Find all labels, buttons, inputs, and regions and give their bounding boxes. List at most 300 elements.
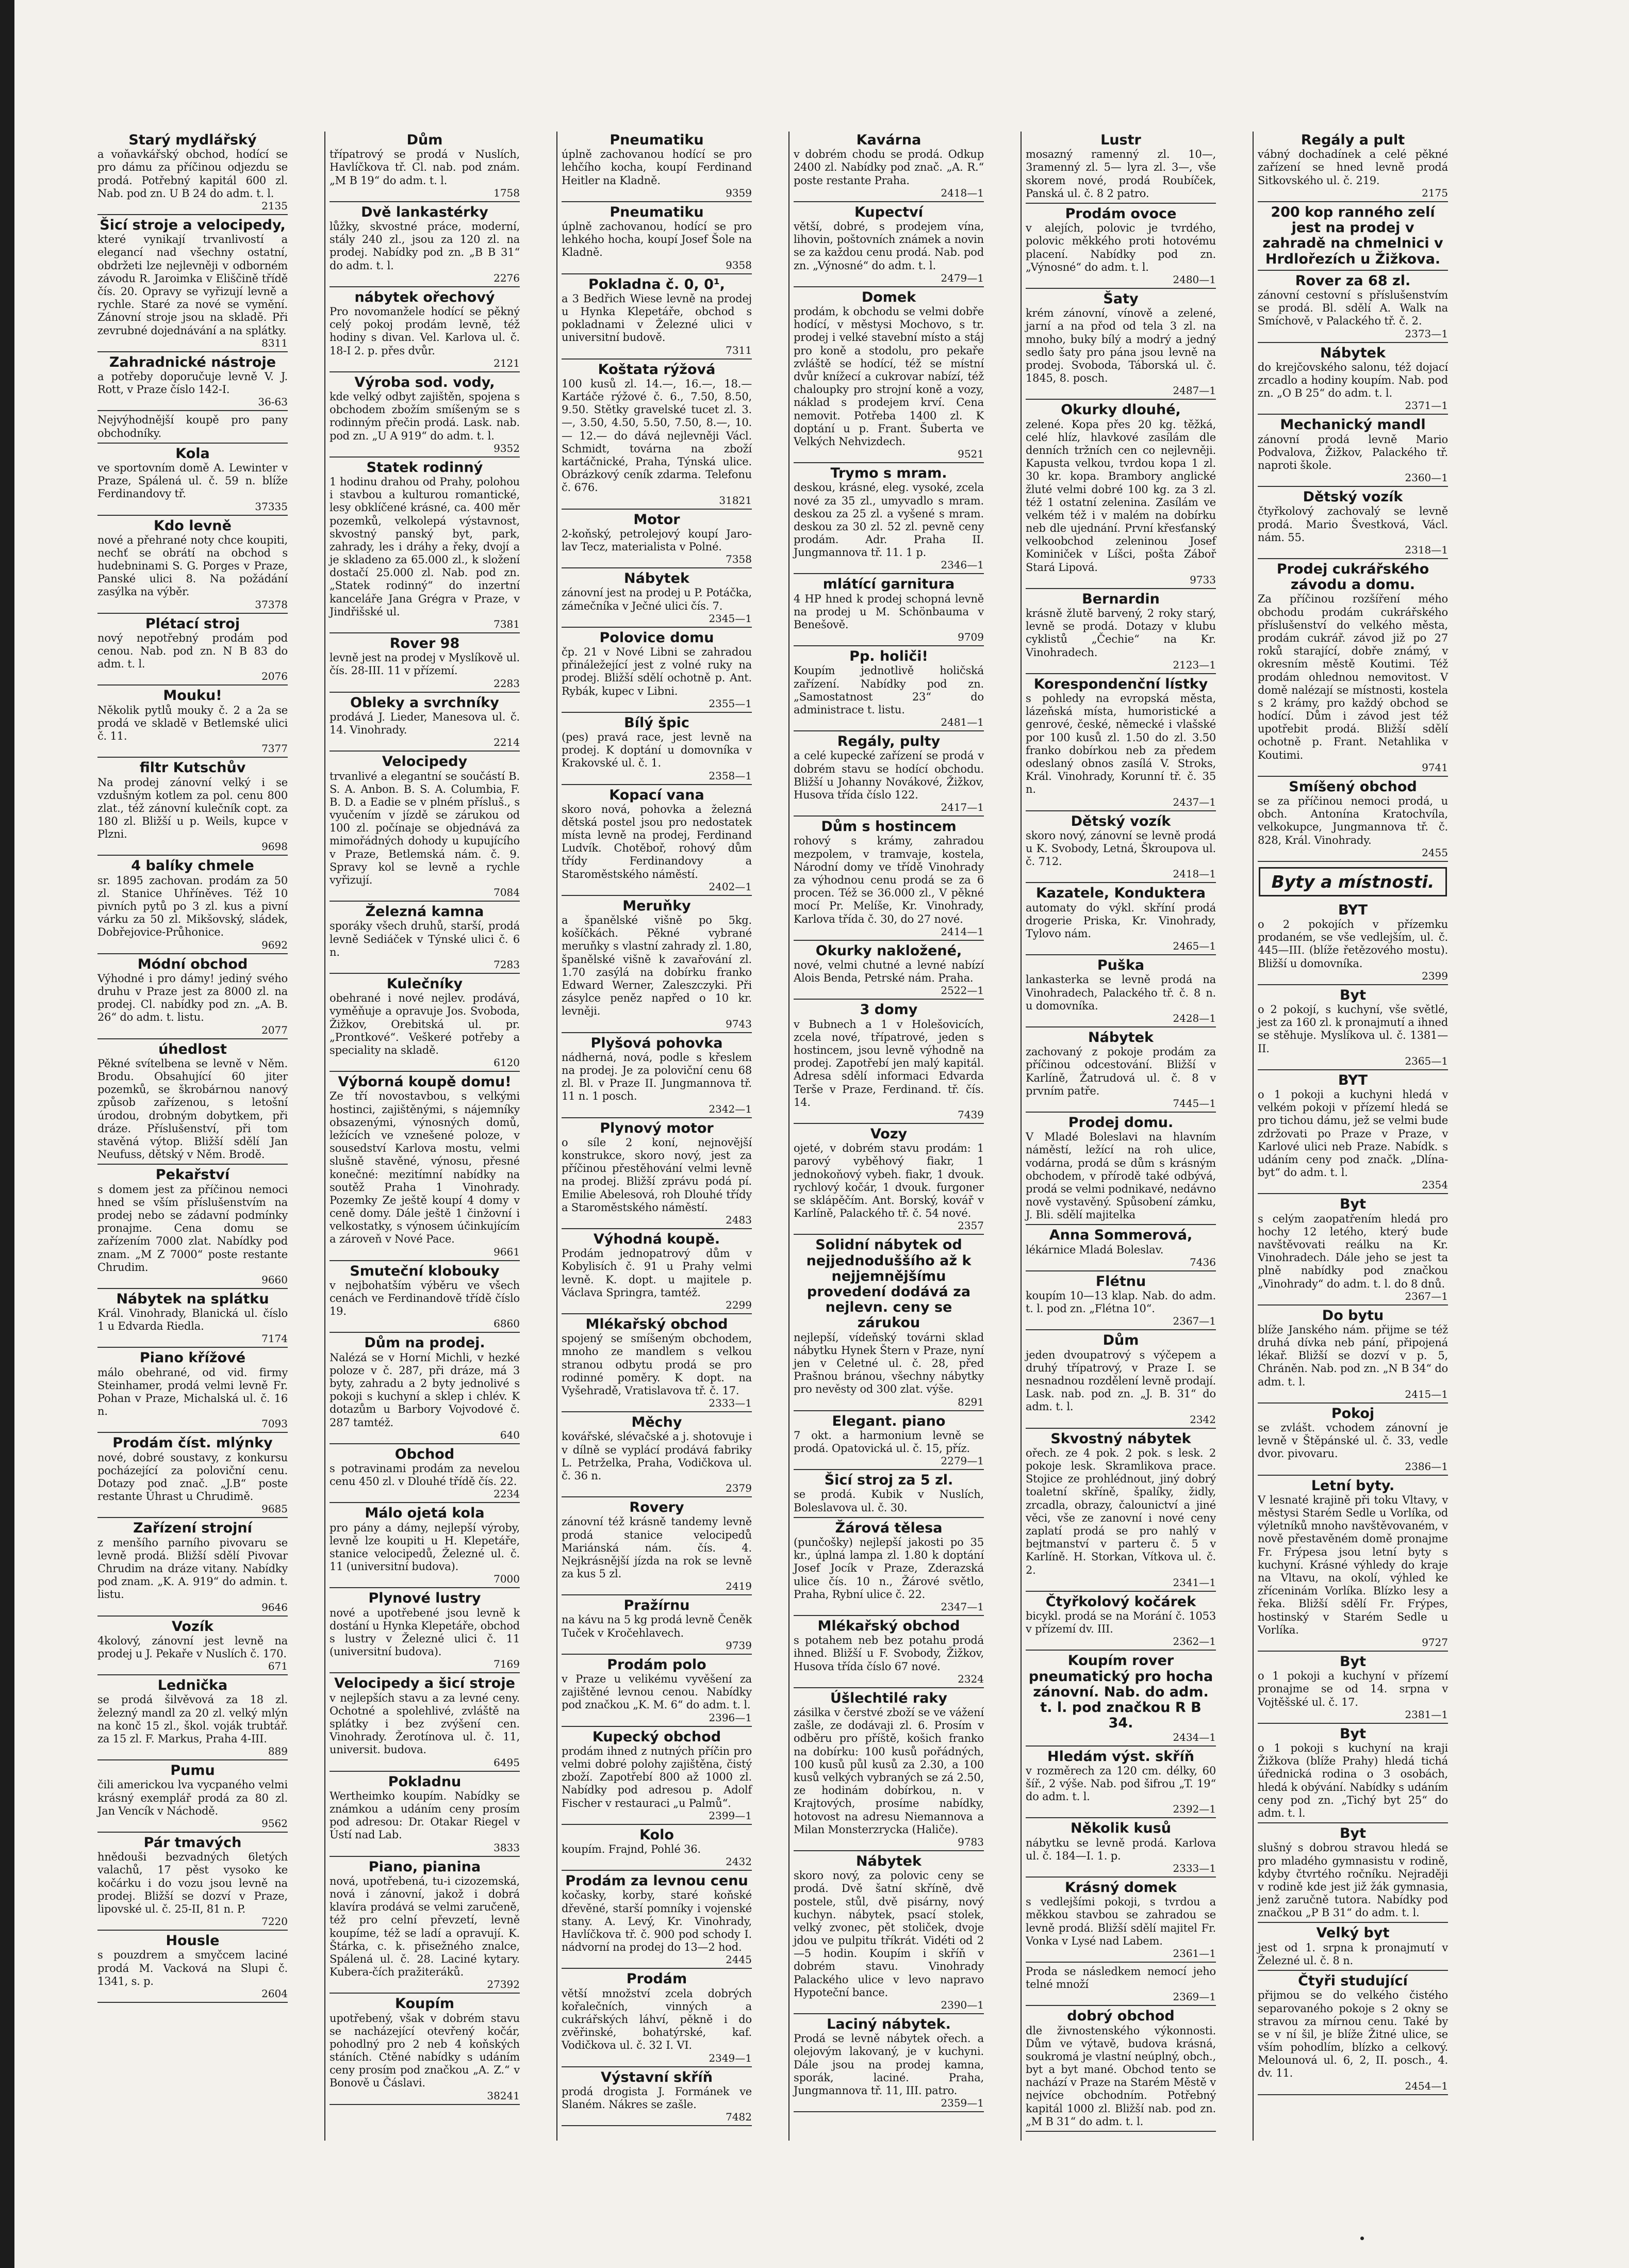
ad-code: 2318—1 (1405, 543, 1448, 556)
ad-code: 2417—1 (941, 801, 984, 814)
ad-code: 9660 (261, 1273, 288, 1286)
ad-heading: Byt (1339, 1196, 1367, 1213)
ad-text: které vynikají trvanlivostí a elegancí nad všechny ostatní, obdržeti lze nejlevněji v odborném závodu R. Jaroimka v Eliščině třídě čís. 20. Opravy se vyřizují levně a rychle. Staré za nové se vymění. Zánovní stroje jsou na skladě. Při zevrubné dojednávání a na splátky. (97, 233, 288, 337)
ad-text: skoro nový, zánovní se levně prodá u K. Svobody, Letná, Škroupova ul. č. 712. (1026, 829, 1216, 868)
ad-text: Pěkné svítelbena se levně v Něm. Brodu. Obsahující 60 jiter pozemků, se škrobárnou nanový způsob zařízenou, s letošní úrodou, drobným dobytkem, při dráze. Příslušenství, při tom stavěná výtop. Bližší sdělí Jan Neufuss, dětský v Něm. Brodě. (97, 1057, 288, 1161)
column-1 (95, 132, 290, 2141)
classified-ad (330, 1073, 520, 1261)
ad-text: trvanlivé a elegantní se součástí B. S. A. Anbon. B. S. A. Columbia, F. B. D. a Eadie se v plném přísluš., s vyučením v jízdě se zárukou od 100 zl. počínaje se objednává za mimořádných dohody u kupujícího v Praze, Betlemská nám. č. 9. Spravy kol se levně a rychle vyřizují. (330, 770, 520, 886)
ad-code: 2445 (726, 1953, 752, 1966)
ad-text: úplně zachovanou, hodící se pro lehkého hocha, koupí Josef Šole na Kladně. (562, 220, 752, 259)
ad-text: s pouzdrem a smyčcem laciné prodá M. Vacková na Slupi č. 1341, s. p. (97, 1949, 288, 1987)
ad-heading: Mouku! (163, 688, 222, 704)
ad-heading: Puška (1097, 957, 1145, 974)
classified-ad (562, 1316, 752, 1412)
ad-code: 9783 (958, 1835, 984, 1848)
ad-code: 2373—1 (1405, 327, 1448, 340)
ad-text: lankasterka se levně prodá na Vinohradech, Palackého tř. č. 8 n. u domovníka. (1026, 973, 1216, 1012)
classified-ad (1258, 778, 1448, 862)
classified-ad (97, 1762, 288, 1833)
ad-text: skoro nový, za polovic ceny se prodá. Dvě šatní skříně, dvě postele, stůl, dvě pisárny, nový kuchyn. nábytek, psací stolek, velký zvonec, pět stoliček, dvoje jdou ve pulpitu tříkrát. Vidéti od 2—5 hodin. Koupím i skříň v dobrém stavu. Vinohrady Palackého ulice v levo napravo Hypoteční bance. (794, 1869, 984, 1999)
ad-code: 2399—1 (709, 1809, 752, 1822)
ad-code: 2483 (726, 1213, 752, 1226)
classified-ad (794, 1618, 984, 1688)
ad-code: 2367—1 (1173, 1315, 1216, 1328)
ad-heading: Výborná koupě domu! (338, 1074, 512, 1090)
ad-heading: dobrý obchod (1067, 2008, 1175, 2025)
ad-heading: Kdo levně (154, 517, 232, 534)
ad-text: v alejích, polovic je tvrdého, polovic měkkého proti hotovému placení. Nabídky pod zn. „Výnosné“ do adm. t. l. (1026, 222, 1216, 273)
classified-ad (1026, 957, 1216, 1027)
ad-text: nové, dobré soustavy, z konkursu pocházející za poloviční cenu. Dotazy pod znač. „J.B“ poste restante Úhrast u Chrudimě. (97, 1451, 288, 1503)
ad-code: 7084 (493, 886, 520, 899)
ad-heading: Šaty (1103, 290, 1139, 307)
ad-code: 2342 (1190, 1413, 1216, 1426)
classified-ad (1258, 132, 1448, 202)
ad-text: čili americkou lva vycpaného velmi krásný exemplář prodá za 80 zl. Jan Vencík v Náchodě. (97, 1778, 288, 1817)
classified-ad (1026, 1332, 1216, 1428)
ad-heading: Elegant. piano (832, 1413, 946, 1429)
ad-text: slušný s dobrou stravou hledá se pro mladého gymnasistu v rodině, kdyby čtvrtého ročníku. Nejraději v rodině kde jest již žák gymnasia, jenž zaručně tutora. Nabídky pod značkou „P B 31“ do adm. t. l. (1258, 1841, 1448, 1919)
ad-heading: Prodám ovoce (1065, 205, 1177, 222)
classified-ad (330, 1675, 520, 1771)
ad-code: 2392—1 (1173, 1803, 1216, 1816)
ad-heading: Byt (1339, 1653, 1367, 1670)
ad-text: 4 HP hned k prodej schopná levně na prodej u M. Schönbauma v Benešově. (794, 592, 984, 631)
ad-text: málo obehrané, od vid. firmy Steinhamer, prodá velmi levně Fr. Pohan v Praze, Michalská ul. č. 16 n. (97, 1366, 288, 1418)
section-header-byty: Byty a místnosti. (1259, 867, 1447, 896)
ad-heading: Mlékařský obchod (817, 1618, 960, 1634)
classified-ad (794, 1125, 984, 1235)
classified-ad (330, 975, 520, 1072)
ad-heading: Solidní nábytek od nejjednoduššího až k nejjemnějšímu provedení dodává za nejlevn. ceny se zárukou (806, 1237, 972, 1331)
classified-ad (794, 818, 984, 941)
ad-code: 7436 (1190, 1255, 1216, 1268)
ad-code: 6860 (493, 1317, 520, 1330)
ad-code: 2361—1 (1173, 1947, 1216, 1960)
classified-ad (1026, 205, 1216, 289)
classified-ad (330, 1263, 520, 1333)
classified-ad (1026, 1273, 1216, 1331)
ad-text: o 2 pokojí, s kuchyní, vše světlé, jest za 160 zl. k pronajmutí a ihned se stěhuje. Myslíkova ul. č. 1381—II. (1258, 1003, 1448, 1055)
ad-code: 2386—1 (1405, 1460, 1448, 1473)
ad-code: 37378 (255, 598, 288, 611)
ad-text: a 3 Bedřich Wiese levně na prodej u Hynka Klepetáře, obchod s pokladnami v Železné ulici v universitní budově. (562, 292, 752, 344)
ad-code: 9739 (726, 1639, 752, 1652)
ad-text: spojený se smíšeným obchodem, mnoho ze mandlem s velkou stranou odbytu prodá se pro rodinné poměry. K dopt. na Vyšehradě, Vratislavova tř. č. 17. (562, 1332, 752, 1397)
ad-text: v nejbohatším výběru ve všech cenách ve Ferdinandově třídě číslo 19. (330, 1279, 520, 1318)
ad-code: 2365—1 (1405, 1054, 1448, 1067)
ad-text: (punčošky) nejlepší jakosti po 35 kr., úplná lampa zl. 1.80 k doptání Josef Jocík v Praze, Zderazská ulice čís. 10 n., Žárové světlo, Praha, Rybní ulice č. 22. (794, 1536, 984, 1601)
ad-text: se prodá šilvěvová za 18 zl. železný mandl za 20 zl. velký mlýn na konč 15 zl., škol. voják trubtář. za 15 zl. F. Markus, Praha 4-III. (97, 1693, 288, 1745)
ad-heading: Obleky a svrchníky (350, 694, 499, 711)
ad-code: 2333—1 (709, 1397, 752, 1410)
ad-heading: Lustr (1100, 132, 1141, 148)
classified-ad (1258, 1924, 1448, 1971)
ad-text: ořech. ze 4 pok. 2 pok. s lesk. 2 pokoje lesk. Skramlikova prace. Stojice ze prohlédnout, jiný dobrý toaletní skříně, špalíky, židly, zrcadla, obrazy, čalounictví a jiné věci, vše ze zanovní i nové ceny zaplatí prodá se pro nahlý v bejtmanství v parteru č. 5 v Karlíně. H. Storkan, Vítkova ul. č. 2. (1026, 1446, 1216, 1576)
classified-ad (330, 374, 520, 458)
ad-code: 640 (500, 1428, 520, 1441)
ad-heading: Vozy (870, 1125, 908, 1142)
ad-text: kočasky, korby, staré koňské dřevěné, starší pomníky i vojenské stany. A. Levý, Kr. Vinohrady, Havlíčkova tř. č. 900 pod schody I. nádvorní na prodej do 13—2 hod. (562, 1889, 752, 1954)
column-2 (327, 132, 522, 2141)
classified-ad (794, 648, 984, 731)
ad-text: nejlepší, vídeňský továrni sklad nábytku Hynek Štern v Praze, nyní jen v Celetné ul. č. 28, před Prašnou bránou, všechny nábytky pro nevěsty od 300 zlat. výše. (794, 1331, 984, 1396)
classified-ad (1258, 1072, 1448, 1195)
ad-heading: Prodám (626, 1971, 687, 1987)
ad-code: 2349—1 (709, 2051, 752, 2064)
classified-ad (794, 576, 984, 646)
ad-text: dle živnostenského výkonnosti. Dům ve výtavě, budova krásná, soukromá je vlastní neúplný, obch., byt a byt mané. Obchod tento se nachází v Praze na Starém Městě v nejvíce obchodním. Potřebný kapitál 1000 zl. Bližší nab. pod zn. „M B 31“ do adm. t. l. (1026, 2024, 1216, 2128)
ad-heading: Kulečníky (386, 975, 463, 992)
classified-ad (1258, 1825, 1448, 1923)
ad-heading: Pumu (170, 1763, 215, 1779)
ad-text: zelené. Kopa přes 20 kg. těžká, celé hlíz, hlavkové zasílám dle denních tržních cen co nejlevněji. Kapusta velkou, tvrdou kopa 1 zl. 30 kr. kopa. Brambory anglické žluté velmi dobré 100 kg. za 3 zl. též 1 ostatní zelenina. Zasílám ve velkém též i v malém na dobírku neb dle ujednání. První křesťanský velkoobchod zeleninou Josef Kominiček v Líšci, pošta Záboř Stará Lipová. (1026, 418, 1216, 574)
ad-text: Prodám jednopatrový dům v Kobylisích č. 91 u Prahy velmi levně. K. dopt. u majitele p. Václava Springra, tamtéž. (562, 1247, 752, 1299)
ad-heading: Regály a pult (1301, 132, 1405, 148)
ad-text: zásilka v čerstvé zboží se ve vážení zašle, ze dodávaji zl. 6. Prosím v odběru pro příště, košich franko na dobírku: 100 kusů pořádných, 100 kusů půl kusů za 2.30, a 100 kusů velkých vybraných se zá 2.50, ze hodinám dobírkou, n. v Krajtových, prosíme nabídky, hotovost na adresu Niemannova a Milan Monsterzrycka (Haliče). (794, 1706, 984, 1836)
ad-code: 2299 (726, 1298, 752, 1311)
ad-text: sporáky všech druhů, starší, prodá levně Sediáček v Týnské ulici č. 6 n. (330, 920, 520, 958)
ad-text: V Mladé Boleslavi na hlavním náměstí, ležící na roh ulice, vodárna, prodá se dům s krásným obchodem, v přírodě také odbývá, prodá se velmi podnikavé, nedávno nově vystavěný. Spůsobení zámku, J. Bli. sdělí majitelka (1026, 1131, 1216, 1221)
classified-ad (330, 204, 520, 287)
classified-ad (562, 629, 752, 713)
ad-heading: Šicí stroj za 5 zl. (824, 1472, 953, 1489)
ad-text: nádherná, nová, podle s křeslem na prodej. Je za poloviční cenu 68 zl. Bl. v Praze II. Jungmannova tř. 11 n. 1 posch. (562, 1051, 752, 1103)
classified-ad (1258, 416, 1448, 487)
ad-text: se za příčinou nemoci prodá, u obch. Antonína Kratochvíla, velkokupce, Jungmannova tř. č. 828, Král. Vinohrady. (1258, 795, 1448, 846)
classified-ad (330, 1995, 520, 2104)
classified-ad (562, 1656, 752, 1727)
ad-heading: Nábytek na splátku (116, 1291, 269, 1307)
ad-heading: Plynový motor (600, 1120, 714, 1136)
column-rule (1021, 132, 1022, 2141)
ad-code: 2341—1 (1173, 1576, 1216, 1589)
ad-code: 2077 (261, 1023, 288, 1036)
ad-text: prodá drogista J. Formánek ve Slaném. Nákres se zašle. (562, 2085, 752, 2111)
ad-heading: Byt (1339, 1825, 1367, 1842)
classified-ad (562, 1597, 752, 1655)
ad-heading: Hledám výst. skříň (1047, 1748, 1194, 1765)
classified-ad (330, 1858, 520, 1994)
ad-code: 9358 (726, 258, 752, 271)
ad-code: 2076 (261, 670, 288, 683)
classified-ad (97, 217, 288, 352)
classified-ad (330, 753, 520, 902)
classified-ad (1026, 290, 1216, 400)
ad-text: levně jest na prodej v Myslíkově ul. čís. 28-III. 11 v přízemí. (330, 651, 520, 677)
classified-ad (794, 1413, 984, 1471)
ad-text: jest od 1. srpna k pronajmutí v Železné ul. č. 8 n. (1258, 1941, 1448, 1967)
ad-text: ve sportovním domě A. Lewinter v Praze, Spálená ul. č. 59 n. blíže Ferdinandovy tř. (97, 461, 288, 500)
ad-code: 2369—1 (1173, 1990, 1216, 2003)
ad-text: o 1 pokoji a kuchyní v přízemí pronajme se od 14. srpna v Vojtěšské ul. č. 17. (1258, 1670, 1448, 1708)
ad-text: s potravinami prodám za nevelou cenu 450 zl. v Dlouhé třídě čís. 22. (330, 1462, 520, 1488)
ad-heading: Pokoj (1331, 1405, 1375, 1422)
ad-heading: nábytek ořechový (354, 289, 495, 305)
ad-code: 2419 (726, 1580, 752, 1593)
classified-ad (97, 1166, 288, 1289)
ink-dot (1360, 2237, 1364, 2240)
ad-code: 889 (268, 1745, 288, 1758)
ad-code: 2604 (261, 1987, 288, 2000)
ad-text: s domem jest za příčinou nemoci hned se vším příslušenstvím na prodej nebo se zádavní podmínky pronajme. Cena domu se zařízením 7000 zlat. Nabídky pod znam. „M Z 7000“ poste restante Chrudim. (97, 1183, 288, 1274)
ad-code: 2358—1 (709, 769, 752, 782)
ad-heading: filtr Kutschův (139, 760, 246, 776)
ad-heading: Smíšený obchod (1289, 778, 1417, 795)
ad-text: Prodá se levně nábytek ořech. a olejovým lakovaný, je v kuchyni. Dále jsou na prodej kamna, sporák, laciné. Praha, Jungmannova tř. 11, III. patro. (794, 2032, 984, 2097)
classified-ad (330, 694, 520, 752)
ad-text: o síle 2 koní, nejnovější konstrukce, skoro nový, jest za příčinou přestěhování velmi levně na prodej. Bližší zprávu podá pí. Emilie Abelesová, roh Dlouhé třídy a Staroměstského náměstí. (562, 1136, 752, 1214)
ad-heading: 200 kop ranného zelí jest na prodej v zahradě na chmelnici v Hrdlořezích u Žižkova. (1262, 204, 1443, 267)
ad-text: o 1 pokoji s kuchyní na kraji Žižkova (blíže Prahy) hledá tichá úřednická rodina o 3 osobách, hledá k obývání. Nabídky s udáním ceny pod zn. „Tichý byt 25“ do adm. t. l. (1258, 1741, 1448, 1819)
ad-code: 7358 (726, 553, 752, 566)
ad-code: 2454—1 (1405, 2079, 1448, 2092)
ad-code: 7093 (261, 1417, 288, 1430)
ad-code: 36-63 (258, 396, 288, 409)
ad-text: V lesnaté krajině při toku Vltavy, v městysi Starém Sedle u Vorlíka, od výletníků mnoho navštěvovaném, v nově přestavěném domě pronajme Fr. Frýpesa jsou letní byty s kuchyní. Krásné výhledy do kraje na Vltavu, na okolí, výhled ke zříceninám Vorlíka. Blízko lesy a řeka. Bližší sdělí Fr. Frýpes, hostinský v Starém Sedle u Vorlíka. (1258, 1493, 1448, 1636)
ad-text: Koupím jednotlivě holičská zařízení. Nabídky pod zn. „Samostatnost 23“ do administrace t. listu. (794, 664, 984, 716)
ad-text: o 2 pokojích v přízemku prodaném, se vše vedlejším, ul. č. 445—III. (blíže řetězového mostu). Bližší u domovníka. (1258, 918, 1448, 970)
ad-text: s pohledy na evropská města, lázeňská místa, humoristické a genrové, české, německé i vlašské por 100 kusů zl. 1.50 do zl. 3.50 franko dobírkou neb za předem odeslaný obnos zasílá V. Stroks, Král. Vinohrady, Korunní tř. č. 35 n. (1026, 692, 1216, 796)
classified-ad (97, 517, 288, 614)
ad-heading: Trymo s mram. (830, 465, 947, 482)
ad-code: 2465—1 (1173, 940, 1216, 953)
ad-heading: Čtyři studující (1298, 1973, 1408, 1989)
ad-text: krásně žlutě barvený, 2 roky starý, levně se prodá. Dotazy v klubu cyklistů „Čechie“ na Kr. Vinohradech. (1026, 607, 1216, 659)
ad-heading: BYT (1338, 1072, 1368, 1088)
ad-code: 2437—1 (1173, 795, 1216, 808)
ad-text: úplně zachovanou hodící se pro lehčího kocha, koupí Ferdinand Heitler na Kladně. (562, 148, 752, 187)
ad-text: třípatrový se prodá v Nuslích, Havlíčkova tř. Cl. nab. pod znám. „M B 19“ do adm. t. l. (330, 148, 520, 187)
ad-heading: Nábytek (624, 570, 689, 587)
classified-ad (97, 857, 288, 954)
ad-code: 2390—1 (941, 1999, 984, 2012)
ad-heading: Korespondenční lístky (1033, 676, 1208, 692)
classified-ad (330, 1590, 520, 1673)
ad-text: a voňavkářský obchod, hodící se pro dámu za příčinou odjezdu se prodá. Potřebný kapitál 600 zl. Nab. pod zn. U B 24 do adm. t. l. (97, 148, 288, 200)
ad-text: koupím 10—13 klap. Nab. do adm. t. l. pod zn. „Flétna 10“. (1026, 1290, 1216, 1315)
ad-text: přijmou se do velkého čistého separovaného pokoje s 2 okny se stravou za mírnou cenu. Také by se v ní šil, je blíže Žitné ulice, se vším pohodlím, blízko a celkový. Melounová ul. 6, 2, II. posch., 4. dv. 11. (1258, 1989, 1448, 2080)
ad-code: 2214 (493, 736, 520, 749)
ad-text: se zvlášt. vchodem zánovní je levně v Štěpánské ul. č. 33, vedle dvor. pivovaru. (1258, 1422, 1448, 1460)
ad-text: hnědouši bezvadných 6letých valachů, 17 pěst vysoko ke kočárku i do vozu jsou levně na prodej. Bližší se dozví v Praze, lipovské ul. č. 25-II, 81 n. P. (97, 1851, 288, 1915)
ad-text: Nejvýhodnější koupě pro pany obchodníky. (97, 414, 288, 439)
ad-text: upotřebený, však v dobrém stavu se nacházející otevřený kočár, pohodlný pro 2 neb 4 koňských stáních. Ctěné nabídky s udáním ceny prosím pod značkou „A. Z.“ v Bonově u Čáslavi. (330, 2012, 520, 2090)
classified-ad (1026, 591, 1216, 674)
classified-ad (794, 2016, 984, 2112)
classified-ad (1026, 1114, 1216, 1226)
ad-code: 37335 (255, 500, 288, 513)
ad-heading: Piano, pianina (368, 1858, 481, 1875)
ad-heading: Kazatele, Konduktera (1036, 885, 1206, 902)
ad-heading: Koupím (395, 1996, 454, 2012)
ad-text: Ze tří novostavbou, s velkými hostinci, zajištěnými, s nájemníky obsazenými, výnosných domů, ležících ve vznešené poloze, v sousedství Karlova mostu, velmi slušně stavěné, výnosu, přesné konečné: mezitímní nabídky na soutěž Praha 1 Vinohrady. Pozemky Ze ještě koupí 4 domy v ceně domy. Dále ještě 1 činžovní i velkostatky, s výnosem účinkujícím a zároveň v Nové Pace. (330, 1090, 520, 1246)
classified-ad (794, 204, 984, 287)
ad-code: 9359 (726, 186, 752, 199)
ad-text: z menšího parního pivovaru se levně prodá. Bližší sdělí Pivovar Chrudim na dráze vitany. Nabídky pod znam. „K. A. 919“ do admin. t. listu. (97, 1536, 288, 1601)
ad-code: 7311 (726, 344, 752, 356)
classified-ad (794, 1472, 984, 1518)
ad-text: nové a přehrané noty chce koupiti, nechť se obrátí na obchod s hudebninami S. G. Porges v Praze, Panské ulici 8. Na požádání zasýlka na výběr. (97, 533, 288, 598)
classified-ad (97, 413, 288, 443)
ad-heading: Okurky nakložené, (815, 942, 962, 959)
ad-code: 2347—1 (941, 1601, 984, 1613)
ad-heading: Úšlechtilé raky (830, 1690, 947, 1706)
ad-text: s potahem neb bez potahu prodá ihned. Bližší u F. Svobody, Žižkov, Husova třída číslo 67 nové. (794, 1634, 984, 1673)
classified-ad (97, 1520, 288, 1616)
ad-code: 2414—1 (941, 925, 984, 938)
ad-heading: Dětský vozík (1303, 489, 1403, 505)
ad-text: zánovní cestovní s příslušenstvím se prodá. Bl. sdělí A. Walk na Smíchově, v Palackého tř. č. 2. (1258, 288, 1448, 328)
ad-text: větší, dobré, s prodejem vína, lihovin, poštovních známek a novin se za každou cenu prodá. Nab. pod zn. „Výnosné“ do adm. t. l. (794, 220, 984, 272)
classified-ad (1026, 1964, 1216, 2006)
ad-heading: BYT (1338, 902, 1368, 918)
ad-heading: Nábytek (1088, 1029, 1154, 1046)
ad-heading: Meruňky (622, 898, 691, 914)
ad-heading: Obchod (394, 1446, 455, 1462)
ad-heading: Kupecký obchod (592, 1728, 721, 1745)
classified-ad (794, 733, 984, 817)
ad-code: 9743 (726, 1017, 752, 1030)
classified-ad (330, 132, 520, 202)
ad-code: 2367—1 (1405, 1290, 1448, 1302)
classified-ad (97, 132, 288, 215)
classified-ad (330, 459, 520, 633)
ad-heading: Plétací stroj (145, 615, 240, 632)
ad-code: 7169 (493, 1658, 520, 1671)
classified-ad (1026, 676, 1216, 811)
classified-ad (562, 714, 752, 785)
ad-code: 2415—1 (1405, 1388, 1448, 1400)
classified-ad (1258, 1196, 1448, 1305)
ad-text: a španělské višně po 5kg. košíčkách. Pěkné vybrané meruňky s vlastní zahrady zl. 1.80, španělské višně k zavařování zl. 1.70 zasýlá na dobírku franko Edward Werner, Zaleszczyki. Při zásylce peněz napřed o 10 kr. levněji. (562, 914, 752, 1018)
ad-heading: Kavárna (856, 132, 922, 148)
ad-heading: Dům (1103, 1332, 1139, 1349)
ad-heading: Dům (406, 132, 443, 148)
ad-code: 6120 (493, 1056, 520, 1069)
ad-text: a potřeby doporučuje levně V. J. Rott, v Praze číslo 142-I. (97, 370, 288, 396)
ad-code: 9709 (958, 631, 984, 644)
ad-heading: Koupím rover pneumatický pro hocha zánovní. Nab. do adm. t. l. pod značkou R B 34. (1028, 1653, 1213, 1732)
ad-text: rohový s krámy, zahradou mezpolem, v tramvaje, kostela, Národní domy ve třídě Vinohrady za výhodnou cenu prodá se za 6 procen. Též se 36.000 zl., V pěkné mocí Pr. Melíše, Kr. Vinohrady, Karlova třída č. 30, do 27 nové. (794, 835, 984, 925)
ad-heading: Prodej domu. (1068, 1114, 1174, 1131)
classified-ad (1258, 272, 1448, 343)
ad-text: Proda se následkem nemocí jeho telné množí (1026, 1965, 1216, 1991)
classified-ad (97, 1291, 288, 1348)
ad-heading: Velký byt (1316, 1925, 1390, 1941)
classified-ad (794, 942, 984, 1000)
ad-code: 2418—1 (1173, 868, 1216, 880)
ad-heading: Krásný domek (1064, 1879, 1177, 1896)
ad-heading: Pneumatiku (610, 132, 704, 148)
ad-text: ojeté, v dobrém stavu prodám: 1 parový vyběhový fiakr, 1 jednokoňový vybeh. fiakr, 1 dvouk. rychlový kočár, 1 dvouk. furgoner se sklápěčím. Ant. Borský, kovář v Karlíně, Palackého tř. č. 54 nové. (794, 1142, 984, 1220)
ad-code: 2379 (726, 1482, 752, 1495)
ad-code: 2481—1 (941, 716, 984, 729)
ad-heading: Prodám polo (607, 1656, 706, 1673)
ad-text: zánovní též krásně tandemy levně prodá stanice velocipedů Mariánská nám. čís. 4. Nejkrásnější jízda na rok se levně za kus 5 zl. (562, 1515, 752, 1580)
ad-heading: Starý mydlářský (128, 132, 257, 148)
ad-heading: Měchy (631, 1414, 682, 1431)
classified-ad (1258, 1307, 1448, 1404)
ad-code: 9661 (493, 1245, 520, 1258)
ad-heading: Plynové lustry (368, 1590, 481, 1607)
ad-heading: Rover za 68 zl. (1295, 272, 1411, 289)
ad-heading: Velocipedy (382, 754, 468, 770)
ad-text: prodám, k obchodu se velmi dobře hodící, v městysi Mochovo, s tr. prodej i velké stavební místo a stáj pro koně a stodolu, pro pekaře zvláště se hodící, též se místní dvůr knížecí a cukrovar nabízí, též chaloupky pro strojní koně a vozy, náklad s prodejem krví. Cena nemovit. Potřeba 1400 zl. K doptání u p. Frant. Šuberta ve Velkých Nehvizdech. (794, 305, 984, 448)
ad-code: 7482 (726, 2111, 752, 2124)
ad-code: 2324 (958, 1672, 984, 1685)
ad-text: Nalézá se v Horní Michli, v hezké poloze v č. 287, při dráze, má 3 byty, zahradu a 2 byty jednolivé s pokoji s kuchyní a sklep i chlév. K dotazům u Barbory Vojvodové č. 287 tamtéž. (330, 1351, 520, 1429)
ad-heading: Lednička (157, 1677, 228, 1694)
classified-ad (97, 354, 288, 412)
ad-text: zachovaný z pokoje prodám za příčinou odcestování. Bližší v Karlíně, Žatrudová ul. č. 8 v prvním patře. (1026, 1046, 1216, 1097)
ad-heading: 3 domy (860, 1002, 918, 1018)
classified-ad (1258, 1477, 1448, 1652)
classified-ad (330, 1334, 520, 1444)
classified-ad (562, 1728, 752, 1825)
classified-ad (794, 1853, 984, 2014)
classified-ad (330, 1773, 520, 1857)
ad-heading: Málo ojetá kola (365, 1505, 485, 1522)
ad-code: 2360—1 (1405, 471, 1448, 484)
ad-text: deskou, krásné, eleg. vysoké, zcela nové za 35 zl., umyvadlo s mram. deskou za 25 zl. a vyšené s mram. deskou za 30 zl. 52 zl. pevně ceny prodám. Adr. Praha II. Jungmannova tř. 11. 1 p. (794, 481, 984, 559)
ad-heading: Výstavní skříň (601, 2069, 713, 2085)
classified-ad (794, 289, 984, 463)
ad-heading: úhedlost (158, 1041, 227, 1057)
ad-code: 2455 (1422, 846, 1448, 859)
classified-ad (562, 276, 752, 360)
ad-heading: Bernardin (1082, 591, 1160, 607)
column-rule (1253, 132, 1254, 2141)
classified-ad (562, 1120, 752, 1229)
classified-ad (330, 1505, 520, 1588)
ad-heading: Kupectví (854, 204, 924, 220)
ad-heading: Motor (633, 511, 680, 528)
ad-code: 9352 (493, 442, 520, 454)
classified-ad (562, 2069, 752, 2127)
ad-code: 2342—1 (709, 1102, 752, 1115)
classified-ad (562, 1035, 752, 1118)
ad-text: větší množství zcela dobrých kořalečních, vinných a cukrářských láhví, pěkně i do zvěřinské, bohatýrské, kaf. Vodičkova ul. č. 32 I. VI. (562, 1987, 752, 2052)
ad-code: 3833 (493, 1841, 520, 1854)
ad-text: obehrané i nové nejlev. prodává, vyměňuje a opravuje Jos. Svoboda, Žižkov, Orebitská ul. pr. „Prontkové“. Veškeré potřeby a speciality na skladě. (330, 992, 520, 1056)
classified-ad (562, 1826, 752, 1871)
ad-code: 9741 (1422, 761, 1448, 774)
ad-heading: Dům s hostincem (821, 819, 957, 835)
classified-ad (1258, 1405, 1448, 1476)
ad-text: sr. 1895 zachovan. prodám za 50 zl. Stanice Uhříněves. Též 10 pivních pytů po 3 zl. kus a pivní várku za 50 zl. Mikšovský, sládek, Dobřejovice-Průhonice. (97, 874, 288, 939)
ad-text: s celým zaopatřením hledá pro hochy 12 letého, který bude navštěvovati reálku na Kr. Vinohradech. Dále jeho se jest ta plně nabídky pod značkou „Vinohrady“ do adm. t. l. do 8 dnů. (1258, 1212, 1448, 1290)
ad-heading: Železná kamna (365, 904, 484, 920)
ad-heading: Vozík (172, 1618, 213, 1635)
classified-ad (97, 687, 288, 758)
ad-code: 7000 (493, 1573, 520, 1586)
ad-code: 2381—1 (1405, 1708, 1448, 1721)
ad-code: 671 (268, 1660, 288, 1673)
classified-ad (794, 465, 984, 574)
classified-ad (1258, 204, 1448, 271)
classified-ad (794, 1001, 984, 1124)
ad-text: do krejčovského salonu, též dojací zrcadlo a hodiny koupím. Nab. pod zn. „O B 25“ do adm. t. l. (1258, 361, 1448, 400)
ad-code: 2121 (493, 356, 520, 369)
ad-heading: Pneumatiku (610, 204, 704, 220)
classified-ad (1026, 885, 1216, 955)
ad-code: 2345—1 (709, 612, 752, 625)
classified-ad (1258, 1725, 1448, 1823)
ad-code: 2359—1 (941, 2097, 984, 2110)
ad-text: kde velký odbyt zajištěn, spojena s obchodem zbožím smíšeným se s rodinným přečin prodá. Lask. nab. pod zn. „U A 919“ do adm. t. l. (330, 390, 520, 442)
